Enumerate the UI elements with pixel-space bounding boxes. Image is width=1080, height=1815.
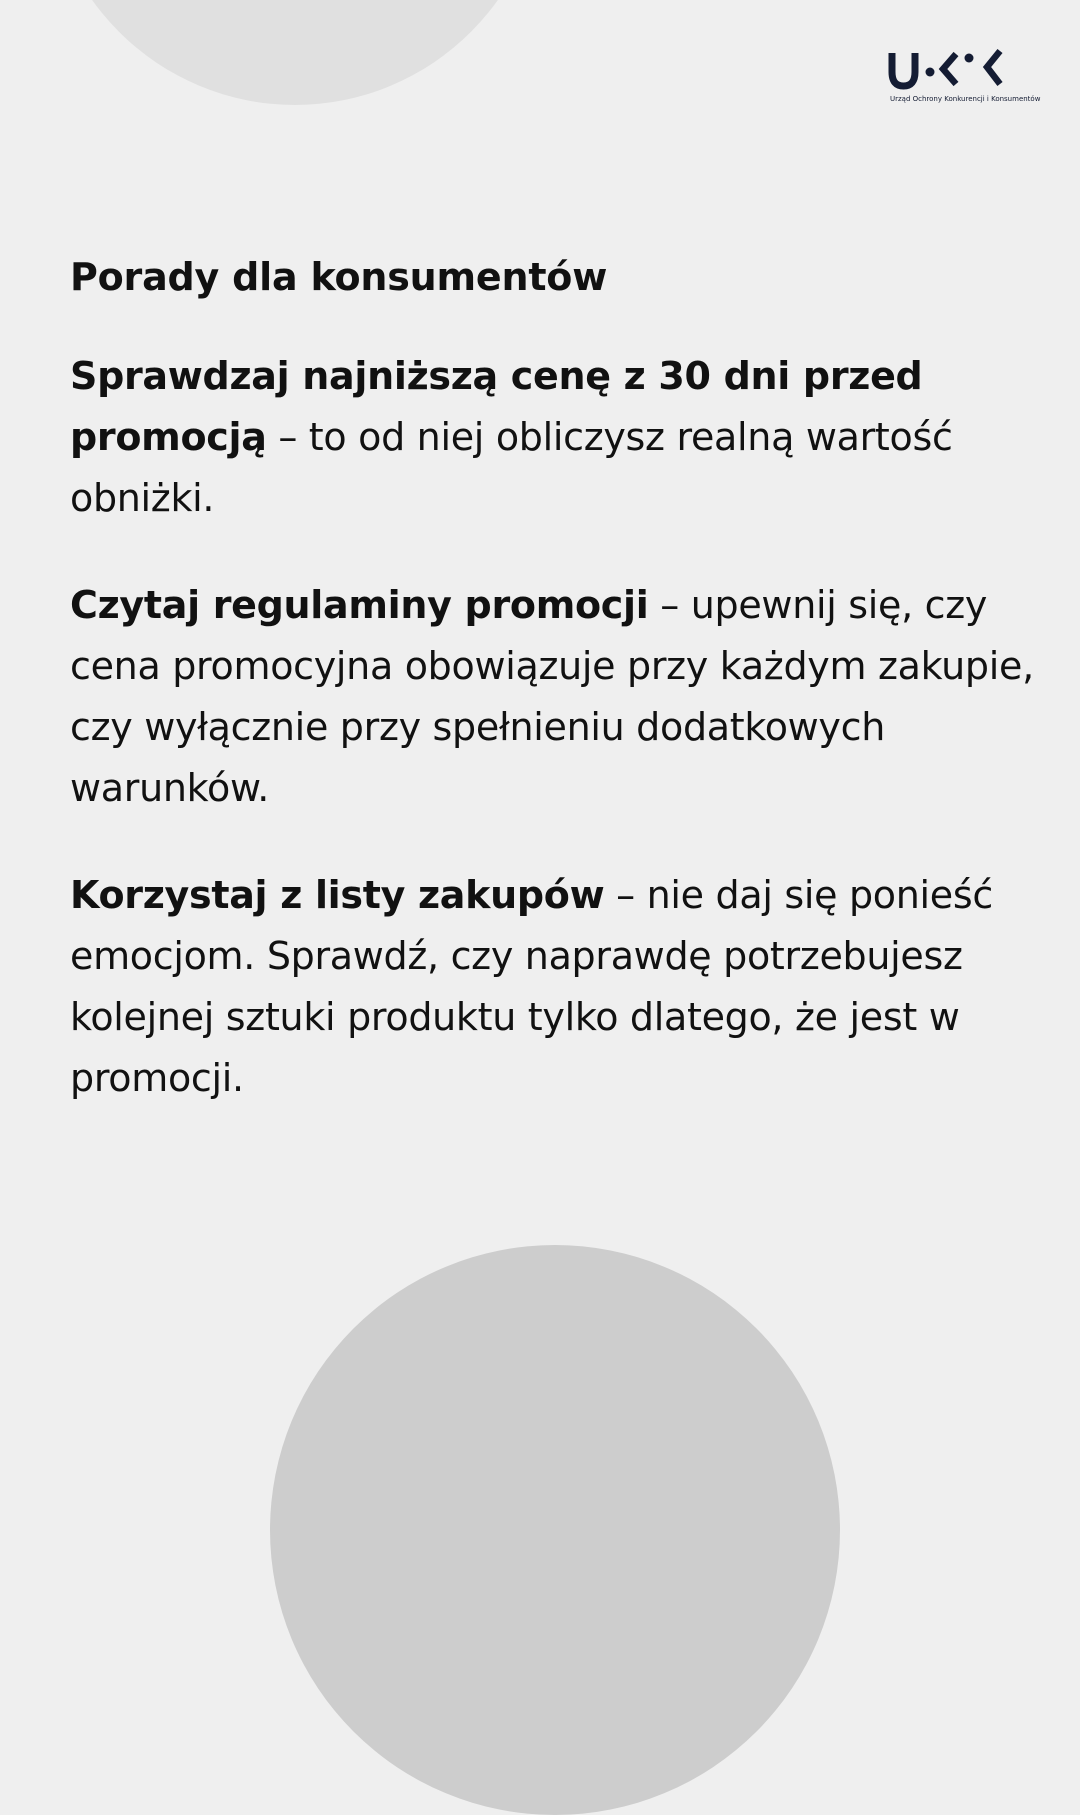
tips-content (70, 248, 1045, 1155)
tip-paragraph (70, 346, 1045, 529)
decorative-circle-bottom (270, 1245, 840, 1815)
tip-paragraph (70, 865, 1045, 1109)
decorative-circle-top (45, 0, 545, 105)
tip-text: – upewnij się, czy cena promocyjna obowiązuje przy każdym zakupie, czy wyłącznie przy spełnieniu dodatkowych warunków. (70, 583, 1034, 810)
uokik-logo (886, 48, 1041, 108)
tip-title: Czytaj regulaminy promocji (70, 583, 649, 627)
uokik-logo-mark (886, 48, 1036, 94)
page-title: Porady dla konsumentów (70, 255, 608, 299)
tip-paragraph (70, 575, 1045, 819)
logo-caption: Urząd Ochrony Konkurencji i Konsumentów (890, 95, 1041, 103)
tip-title: Korzystaj z listy zakupów (70, 873, 605, 917)
tip-text: – to od niej obliczysz realną wartość obniżki. (70, 415, 953, 520)
tip-title: Sprawdzaj najniższą cenę z 30 dni przed promocją (70, 354, 923, 459)
tip-text: – nie daj się ponieść emocjom. Sprawdź, czy naprawdę potrzebujesz kolejnej sztuki produktu tylko dlatego, że jest w promocji. (70, 873, 993, 1100)
